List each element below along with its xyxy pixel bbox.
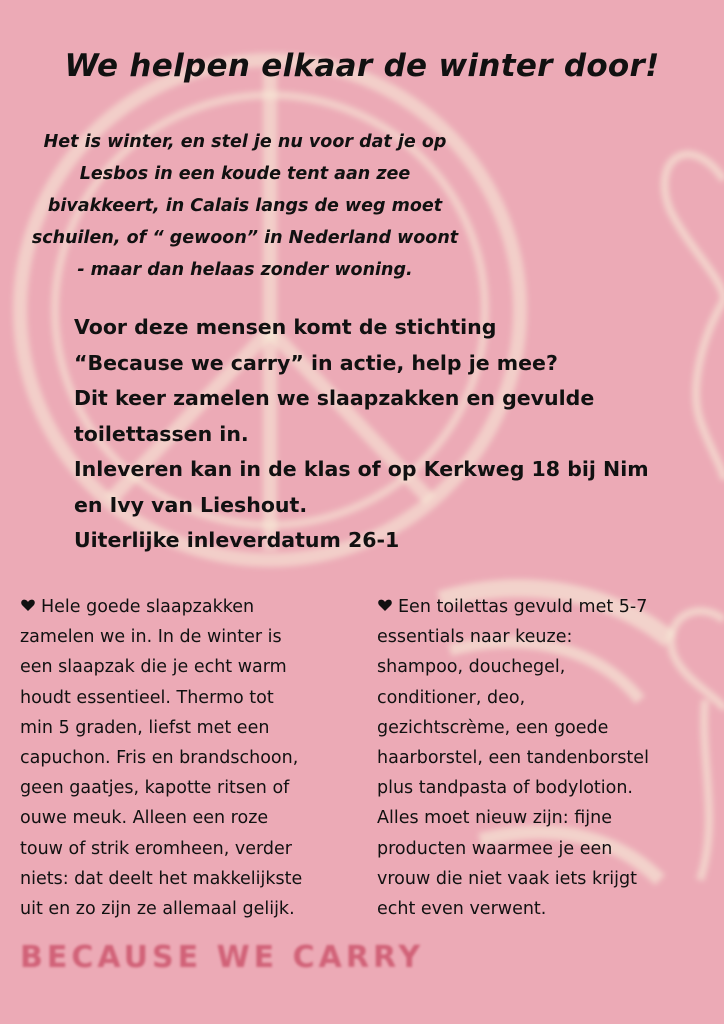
column-line: een slaapzak die je echt warm <box>20 657 287 678</box>
column-line: uit en zo zijn ze allemaal gelijk. <box>20 899 295 920</box>
column-line <box>377 592 717 622</box>
main-line: Uiterlijke inleverdatum 26-1 <box>74 528 400 552</box>
column-line: haarborstel, een tandenborstel <box>377 748 649 769</box>
intro-line: bivakkeert, in Calais langs de weg moet <box>47 196 443 216</box>
column-line: niets: dat deelt het makkelijkste <box>20 868 303 889</box>
column-line: plus tandpasta of bodylotion. <box>377 778 633 799</box>
intro-line: Het is winter, en stel je nu voor dat je op <box>43 132 447 152</box>
column-heading: Hele goede slaapzakken <box>41 597 255 617</box>
column-line: min 5 graden, liefst met een <box>20 717 270 738</box>
column-line: essentials naar keuze: <box>377 627 573 648</box>
column-line: houdt essentieel. Thermo tot <box>20 687 274 708</box>
column-heading: Een toilettas gevuld met 5-7 <box>398 597 648 617</box>
column-line: capuchon. Fris en brandschoon, <box>20 748 299 769</box>
heart-icon <box>377 597 393 613</box>
heart-icon <box>20 597 36 613</box>
page-title: We helpen elkaar de winter door! <box>64 48 660 84</box>
toiletry-bag-column <box>377 592 717 924</box>
main-line: Voor deze mensen komt de stichting <box>74 315 497 339</box>
brand-logo-text: BECAUSE WE CARRY <box>20 940 425 975</box>
column-line: gezichtscrème, een goede <box>377 717 609 738</box>
main-line: en Ivy van Lieshout. <box>74 492 308 517</box>
intro-line: schuilen, of “ gewoon” in Nederland woont <box>31 228 459 248</box>
column-line: producten waarmee je een <box>377 838 613 859</box>
column-line: Alles moet nieuw zijn: fijne <box>377 808 612 829</box>
column-line: conditioner, deo, <box>377 687 526 708</box>
column-line: touw of strik eromheen, verder <box>20 838 292 859</box>
column-line: vrouw die niet vaak iets krijgt <box>377 868 637 889</box>
main-paragraph <box>74 310 704 559</box>
sleeping-bag-column <box>20 592 360 924</box>
column-line: ouwe meuk. Alleen een roze <box>20 808 269 829</box>
main-line: “Because we carry” in actie, help je mee? <box>74 350 558 375</box>
column-line: zamelen we in. In de winter is <box>20 627 282 648</box>
column-line: geen gaatjes, kapotte ritsen of <box>20 778 290 799</box>
intro-paragraph <box>10 126 480 286</box>
main-line: toilettassen in. <box>74 421 249 446</box>
intro-line: - maar dan helaas zonder woning. <box>77 260 413 280</box>
column-line: shampoo, douchegel, <box>377 657 566 678</box>
main-line: Dit keer zamelen we slaapzakken en gevulde <box>74 386 595 410</box>
main-line: Inleveren kan in de klas of op Kerkweg 18 bij Nim <box>74 457 649 481</box>
intro-line: Lesbos in een koude tent aan zee <box>79 164 411 184</box>
column-line: echt even verwent. <box>377 899 547 920</box>
column-line <box>20 592 360 622</box>
